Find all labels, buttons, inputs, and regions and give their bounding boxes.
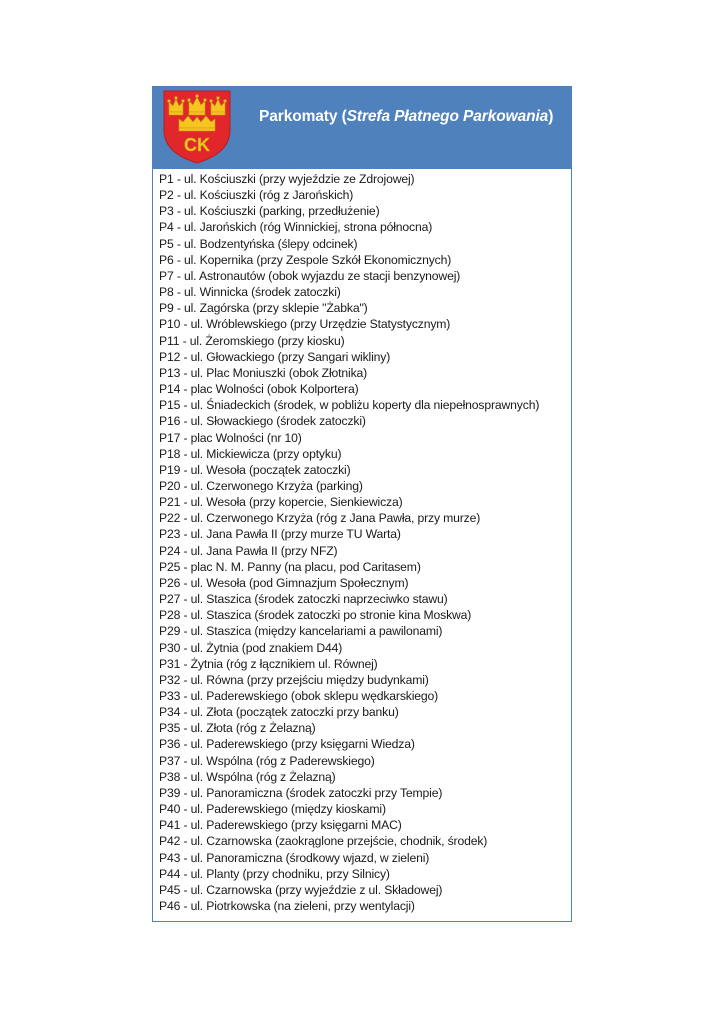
- list-item: P13 - ul. Plac Moniuszki (obok Złotnika): [159, 365, 368, 380]
- list-item: P4 - ul. Jarońskich (róg Winnickiej, strona północna): [159, 220, 433, 235]
- list-item: P16 - ul. Słowackiego (środek zatoczki): [159, 414, 366, 429]
- list-item: P45 - ul. Czarnowska (przy wyjeździe z ul. Składowej): [159, 882, 443, 897]
- title-prefix: Parkomaty (: [259, 108, 347, 125]
- list-item: P8 - ul. Winnicka (środek zatoczki): [159, 285, 341, 300]
- list-item: P22 - ul. Czerwonego Krzyża (róg z Jana Pawła, przy murze): [159, 511, 481, 526]
- list-item: P38 - ul. Wspólna (róg z Żelazną): [159, 769, 336, 784]
- header-banner: [153, 87, 571, 169]
- list-item: P27 - ul. Staszica (środek zatoczki naprzeciwko stawu): [159, 592, 448, 607]
- list-item: P40 - ul. Paderewskiego (między kioskami): [159, 802, 386, 817]
- list-item: P35 - ul. Złota (róg z Żelazną): [159, 721, 316, 736]
- list-item: P33 - ul. Paderewskiego (obok sklepu wędkarskiego): [159, 689, 439, 703]
- list-item: P34 - ul. Złota (początek zatoczki przy banku): [159, 705, 399, 720]
- list-item: P11 - ul. Żeromskiego (przy kiosku): [159, 333, 345, 348]
- list-item: P3 - ul. Kościuszki (parking, przedłużenie): [159, 204, 380, 219]
- list-item: P42 - ul. Czarnowska (zaokrąglone przejście, chodnik, środek): [159, 834, 488, 849]
- list-item: P17 - plac Wolności (nr 10): [159, 430, 302, 445]
- title-suffix: ): [548, 108, 554, 125]
- list-item: P39 - ul. Panoramiczna (środek zatoczki przy Tempie): [159, 785, 443, 800]
- list-item: P46 - ul. Piotrkowska (na zieleni, przy wentylacji): [159, 899, 415, 914]
- list-item: P43 - ul. Panoramiczna (środkowy wjazd, w zieleni): [159, 850, 430, 865]
- list-item: P23 - ul. Jana Pawła II (przy murze TU Warta): [159, 527, 401, 542]
- list-item: P26 - ul. Wesoła (pod Gimnazjum Społecznym): [159, 575, 409, 590]
- list-item: P19 - ul. Wesoła (początek zatoczki): [159, 462, 351, 477]
- list-item: P36 - ul. Paderewskiego (przy księgarni Wiedza): [159, 737, 415, 752]
- list-item: P37 - ul. Wspólna (róg z Paderewskiego): [159, 753, 375, 768]
- list-item: P7 - ul. Astronautów (obok wyjazdu ze stacji benzynowej): [159, 268, 461, 283]
- list-item: P15 - ul. Śniadeckich (środek, w pobliżu koperty dla niepełnosprawnych): [159, 398, 540, 413]
- page-title: [259, 108, 569, 126]
- list-item: P44 - ul. Planty (przy chodniku, przy Silnicy): [159, 866, 390, 881]
- list-item: P20 - ul. Czerwonego Krzyża (parking): [159, 478, 363, 493]
- list-item: P24 - ul. Jana Pawła II (przy NFZ): [159, 543, 338, 558]
- list-item: P14 - plac Wolności (obok Kolportera): [159, 382, 359, 397]
- list-item: P5 - ul. Bodzentyńska (ślepy odcinek): [159, 236, 358, 251]
- document-frame: [152, 86, 572, 922]
- list-item: P31 - Żytnia (róg z łącznikiem ul. Równej): [159, 656, 378, 671]
- list-item: P12 - ul. Głowackiego (przy Sangari wikliny): [159, 349, 391, 364]
- list-item: P25 - plac N. M. Panny (na placu, pod Caritasem): [159, 559, 421, 574]
- list-item: P18 - ul. Mickiewicza (przy optyku): [159, 446, 342, 461]
- list-item: P30 - ul. Żytnia (pod znakiem D44): [159, 640, 343, 655]
- list-item: P2 - ul. Kościuszki (róg z Jarońskich): [159, 188, 354, 203]
- list-item: P32 - ul. Równa (przy przejściu między budynkami): [159, 672, 429, 687]
- title-italic: Strefa Płatnego Parkowania: [346, 108, 549, 125]
- list-item: P21 - ul. Wesoła (przy kopercie, Sienkiewicza): [159, 495, 403, 510]
- list-item: P28 - ul. Staszica (środek zatoczki po stronie kina Moskwa): [159, 608, 472, 623]
- parking-meter-list: [159, 171, 539, 914]
- city-crest-logo: [163, 90, 231, 164]
- list-item: P29 - ul. Staszica (między kancelariami a pawilonami): [159, 624, 443, 639]
- list-item: P6 - ul. Kopernika (przy Zespole Szkół Ekonomicznych): [159, 252, 452, 267]
- list-item: P10 - ul. Wróblewskiego (przy Urzędzie Statystycznym): [159, 317, 451, 332]
- list-item: P41 - ul. Paderewskiego (przy księgarni MAC): [159, 818, 402, 833]
- list-item: P9 - ul. Zagórska (przy sklepie "Żabka"): [159, 301, 368, 316]
- list-item: P1 - ul. Kościuszki (przy wyjeździe ze Zdrojowej): [159, 172, 415, 186]
- crest-letters: CK: [184, 135, 210, 155]
